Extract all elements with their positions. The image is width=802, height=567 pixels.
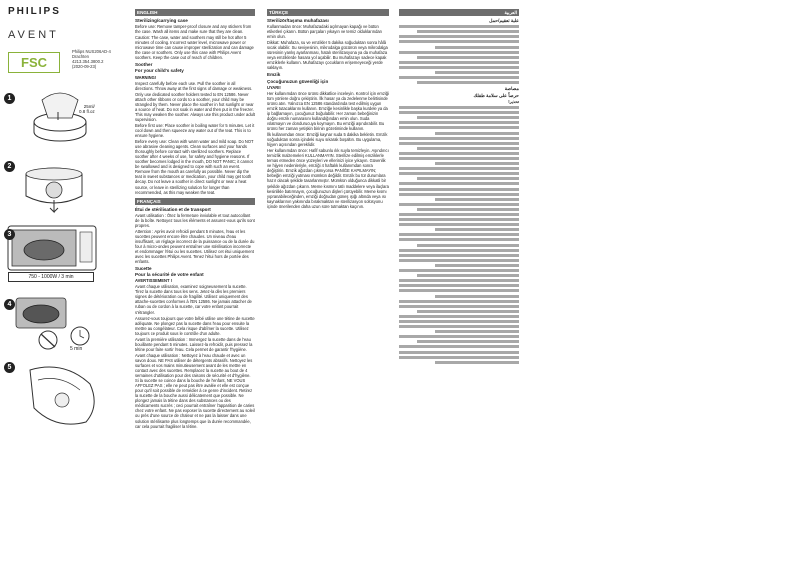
paragraph: Only use dedicated soother holders tested to EN 12586. Never attach other ribbons or cords to a soother, your child may be strangled by them. Never place the soother in hot sunlight or near a source of heat. Do not soak in water and then put in the freezer. This may weaken the soother. Always use this product under adult supervision. bbox=[135, 91, 255, 122]
volume-label bbox=[79, 104, 95, 114]
warning-label: UYARI! bbox=[267, 84, 281, 90]
figure-5 bbox=[2, 360, 102, 430]
section-title: Étui de stérilisation et de transport bbox=[135, 206, 211, 212]
volume-oz: 0.8 fl.oz bbox=[79, 109, 95, 114]
fsc-logo: FSC bbox=[8, 52, 60, 73]
figure-3 bbox=[2, 224, 102, 286]
step-number: 5 bbox=[4, 362, 15, 373]
fill-water-illustration bbox=[2, 88, 102, 150]
meta-line: Drachten bbox=[72, 54, 89, 59]
section-subtitle: Pour la sécurité de votre enfant bbox=[135, 272, 204, 278]
meta-line: Philips NUS206AD-4 bbox=[72, 49, 111, 54]
section-title: Sucette bbox=[135, 265, 152, 271]
paragraph: Inspect carefully before each use. Pull the soother in all directions. Throw away at the first signs of damage or weakness. bbox=[135, 80, 253, 91]
paragraph: Attention : Après avoir refroidi pendant 5 minutes, l'eau et les sucettes peuvent encore être chaudes. Un niveau d'eau insuffisant, un réglage incorrect de la puissance ou de la durée du four à micro-ondes peuvent entraîner une stérilisation incorrecte et endommager l'étui ou les sucettes. Utilisez cet étui uniquement avec les sucettes Philips Avent. Tenez l'étui hors de portée des enfants. bbox=[135, 228, 255, 265]
meta-line: 4213.354.3800.2 bbox=[72, 59, 104, 64]
section-subtitle: Çocuğunuzun güvenliği için bbox=[267, 78, 329, 84]
section-subtitle: حرصاً على سلامة طفلك bbox=[473, 92, 519, 98]
arabic-header: العربية bbox=[399, 9, 519, 16]
section-title: علبة تعقيم/حمل bbox=[489, 18, 519, 24]
paragraph: Avant chaque utilisation, examinez soigneusement la sucette. Tirez la sucette dans tous les sens. Jetez-la dès les premiers signes de détérioration ou de fragilité. Utilisez uniquement des attache-sucettes conformes à l'EN 12586. Ne jamais attacher de ruban ou de cordon à la sucette, car votre enfant pourrait s'étrangler. bbox=[135, 284, 252, 315]
section-title: Emzik bbox=[267, 72, 281, 78]
brand-block bbox=[8, 6, 61, 41]
paragraph: Kullanmadan önce: Muhafazadaki açılmayan kapağı ve bütün etiketleri çıkarın. Bütün parçaları yıkayın ve temiz olduklarından emin olun. bbox=[267, 24, 382, 40]
paragraph: Caution: The case, water and soothers may still be hot after 5 minutes of cooling. Incorrect water level, microwave power or microwave time can cause improper sterilization and can damage the case or soothers. Only use this case with Philips Avent soothers. Keep the case out of reach of children. bbox=[135, 35, 254, 61]
turkish-column bbox=[267, 9, 389, 210]
paragraph: Avant utilisation : Ôtez la fermeture inviolable et tout autocollant de la boîte. Nettoyez tous les éléments et assurez-vous qu'ils sont propres. bbox=[135, 212, 255, 228]
cooling-time: 5 min bbox=[70, 346, 83, 352]
microwave-setting: 750 - 1000W / 3 min bbox=[8, 272, 94, 282]
paragraph: Before use: Remove tamper-proof closure and any stickers from the case. Wash all items and make sure that they are clean. bbox=[135, 24, 252, 35]
section-subtitle: For your child's safety bbox=[135, 68, 184, 74]
section-title: Soother bbox=[135, 61, 153, 67]
paragraph: Avant la première utilisation : Immergez la sucette dans de l'eau bouillante pendant 5 minutes. Laissez-la refroidir, puis pressez la tétine pour faire sortir l'eau. Cela permet de garantir l'hygiène. bbox=[135, 336, 253, 352]
english-header: ENGLISH bbox=[135, 9, 255, 16]
section-title: Sterilizing/carrying case bbox=[135, 18, 188, 24]
meta-line: (2020-09-23) bbox=[72, 64, 97, 69]
paragraph: Avant chaque utilisation : Nettoyez à l'eau chaude et avec un savon doux. NE PAS utiliser de détergents abrasifs. Nettoyez les surfaces et vos mains minutieusement avant de les mettre en contact avec des sucettes. Remplacez la sucette au bout de 4 semaines d'utilisation pour des raisons de sécurité et d'hygiène. Si la sucette se coince dans la bouche de l'enfant, NE VOUS AFFOLEZ PAS ; elle ne peut pas être avalée et elle est conçue pour qu'il soit possible de remédier à ce genre d'incident. Retirez la sucette de la bouche aussi délicatement que possible. Ne plongez jamais la tétine dans des substances ou des médicaments sucrés ; ceci pourrait entraîner l'apparition de caries chez votre enfant. Ne pas exposer la sucette directement au soleil ou près d'une source de chaleur et ne pas la laisser dans une solution stérilisante plus longtemps que la durée recommandée, car cela pourrait fragiliser la tétine. bbox=[135, 352, 255, 429]
arabic-column bbox=[399, 9, 519, 366]
paragraph: Dikkat: Muhafaza, su ve emzikler 5 dakika soğuduktan sonra hâlâ sıcak olabilir. Su seviyesinin, mikrodalga gücünün veya mikrodalga süresinin yanlış ayarlanması, hatalı sterilizasyona ya da muhafaza veya emziklerde hasara yol açabilir. Bu muhafazayı sadece kapak emziklerle kullanın. Muhafazayı çocukların erişemeyeceği yerde saklayın. bbox=[267, 40, 388, 71]
insert-soother-illustration bbox=[2, 156, 102, 220]
cooling-illustration bbox=[2, 294, 102, 354]
section-title: مصاصة bbox=[504, 86, 519, 92]
turkish-header: TÜRKÇE bbox=[267, 9, 389, 16]
warning-label: WARNING! bbox=[135, 74, 157, 80]
volume-ml: 25ml/ bbox=[83, 104, 95, 109]
avent-logo: AVENT bbox=[8, 29, 59, 41]
warning-label: تحذير! bbox=[508, 98, 519, 104]
paragraph: Before every use: Clean with warm water and mild soap. Do NOT use abrasive cleaning agents. Clean surfaces and your hands thoroughly before contact with sterilized soothers. Replace soother after 4 weeks of use, for safety and hygiene reasons. If soother becomes lodged in the mouth, DO NOT PANIC; it cannot be swallowed and is designed to cope with such an event. Remove from the mouth as carefully as possible. Never dip the teat in sweet substances or medication, your child may get tooth decay. Do not leave a soother in direct sunlight or near a heat source, or leave in sterilizing solution for longer than recommended, as this may weaken the teat. bbox=[135, 139, 254, 195]
warning-label: AVERTISSEMENT ! bbox=[135, 278, 172, 284]
step-number: 3 bbox=[4, 229, 15, 240]
philips-logo: PHILIPS bbox=[8, 6, 61, 17]
arabic-text-block bbox=[399, 106, 519, 364]
french-header: FRANÇAIS bbox=[135, 198, 255, 205]
carry-case-illustration bbox=[2, 360, 102, 430]
figure-4 bbox=[2, 294, 102, 354]
step-number: 2 bbox=[4, 161, 15, 172]
document-meta bbox=[72, 49, 111, 69]
step-number: 1 bbox=[4, 93, 15, 104]
paragraph: Her kullanımdan önce ürünü dikkatlice inceleyin. Kontrol için emziği tüm yönlere doğru çekiştirin. İlk hasar ya da zedelenme belirtisinde ürünü atın. Yalnızca EN 12586 standardında test edilmiş uygun emzik tutacaklarını kullanın. Emziğe kesinlikle başka kurdele ya da ip bağlamayın, çocuğunuz boğulabilir. Her zaman bebeğinizin doğru emzik numarasını kullandığından emin olun. Suda ıslatmayın ve dondurucuya koymayın. Bu emziği aşındırabilir. Bu ürünü her zaman yetişkin birinin gözetiminde kullanın. bbox=[267, 90, 389, 131]
figure-2 bbox=[2, 156, 102, 220]
paragraph: Assurez-vous toujours que votre bébé utilise une tétine de sucette adéquate. Ne plongez pas la sucette dans l'eau pour ensuite la mettre au congélateur. Cela risque d'abîmer la sucette. Utilisez toujours ce produit sous le contrôle d'un adulte. bbox=[135, 315, 255, 336]
paragraph: Her kullanımdan önce: Hafif sabunlu ılık suyla temizleyin. Aşındırıcı temizlik malzemeleri KULLANMAYIN. Sterilize edilmiş emziklerle temas etmeden önce yüzeyleri ve ellerinizi iyice yıkayın. Güvenlik ve hijyen nedenleriyle, emziği 4 haftalık kullanımdan sonra değiştirin. Emzik ağızdan çıkmıyorsa PANİĞE KAPILMAYIN; bebeğin emziği yutması mümkün değildir. Emzik bu tür durumlara hazır olacak şekilde tasarlanmıştır. Mümkün olduğunca dikkatli bir şekilde ağızdan çıkarın. Meme kısmını tatlı maddelere veya ilaçlara kesinlikle batırmayın, çocuğunuzun dişleri çürüyebilir. Meme kısmı yıpranabileceğinden, emziği doğrudan güneş ışığı altında veya ısı kaynaklarının yakınında bırakmaktan ve sterilizasyon solüsyonu içinde önerilenden daha uzun süre tutmaktan kaçının. bbox=[267, 148, 389, 209]
step-number: 4 bbox=[4, 299, 15, 310]
figure-1 bbox=[2, 88, 102, 150]
microwave-illustration bbox=[2, 224, 102, 272]
arabic-text-block bbox=[399, 25, 519, 84]
paragraph: İlk kullanımdan önce: Emziği kaynar suda 5 dakika bekletin. Emzik soğuduktan sonra içindeki suyu sıkarak boşaltın. Bu uygulama, hijyen açısından gereklidir. bbox=[267, 132, 388, 148]
section-title: Sterilizör/taşıma muhafazası bbox=[267, 18, 329, 24]
english-french-column bbox=[135, 9, 255, 430]
paragraph: Before first use: Place soother in boiling water for 5 minutes. Let it cool down and then squeeze any water out of the teat. This is to ensure hygiene. bbox=[135, 122, 255, 139]
